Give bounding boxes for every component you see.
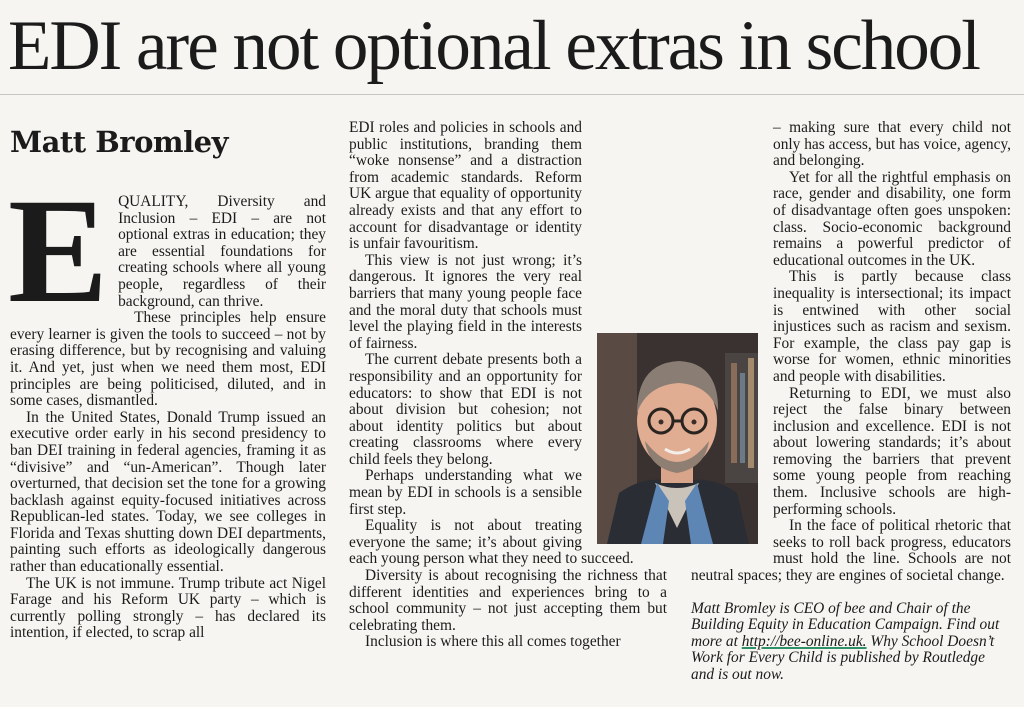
paragraph: EDI roles and policies in schools and public institutions, branding them “woke nonsense” and a distraction from academic standards. Reform UK argue that equality of opportunity already exists and that any effort to account for disadvantage or identity is unfair favouritism. <box>349 119 582 253</box>
drop-cap: E <box>8 168 109 334</box>
author-bio <box>691 601 1011 684</box>
paragraph: Perhaps understanding what we mean by EDI in schools is a sensible first step. <box>349 467 582 518</box>
headline: EDI are not optional extras in school <box>8 7 979 85</box>
paragraph: – making sure that every child not only has access, but has voice, agency, and belonging. <box>773 119 1011 170</box>
bio-link[interactable]: http://bee-online.uk. <box>741 632 867 650</box>
bio-text: Why School Doesn’t Work for Every Child is published by Routledge and is out now. <box>691 632 995 683</box>
paragraph: Returning to EDI, we must also reject the false binary between inclusion and excellence. EDI is not about lowering standards; it’s about removing the barriers that prevent some young people from reaching them. Inclusive schools are high-performing schools. <box>773 384 1011 518</box>
paragraph <box>8 168 326 334</box>
paragraph: The current debate presents both a responsibility and an opportunity for educators: to show that EDI is not about division but cohesion; not about identity politics but about creating classrooms where every child feels they belong. <box>349 351 582 468</box>
paragraph: Equality is not about treating everyone the same; it’s about giving each young person what they need to succeed. <box>349 517 634 568</box>
paragraph: The UK is not immune. Trump tribute act Nigel Farage and his Reform UK party – which is currently polling strongly – has declared its intention, if elected, to scrap all <box>10 574 326 642</box>
paragraph: This view is not just wrong; it’s dangerous. It ignores the very real barriers that many young people face and the moral duty that schools must level the playing field in the interests of fairness. <box>349 251 582 352</box>
byline: Matt Bromley <box>10 125 228 159</box>
paragraph: In the United States, Donald Trump issued an executive order early in his second presidency to ban DEI training in federal agencies, framing it as “divisive” and “un-American”. Though later overturned, that decision set the tone for a growing backlash against equity-focused initiatives across Republican-led states. Today, we see colleges in Florida and Texas shutting down DEI departments, painting such efforts as ideologically dangerous rather than educationally essential. <box>10 408 326 576</box>
paragraph: In the face of political rhetoric that seeks to roll back progress, educators must hold the line. Schools are not neutral spaces; they are engines of societal change. <box>691 517 1011 585</box>
bio-text: Matt Bromley is CEO of bee and Chair of the Building Equity in Education Campaign. Find out more at <box>691 599 1000 650</box>
paragraph: Yet for all the rightful emphasis on race, gender and disability, one form of disadvantage often goes unspoken: class. Socio-economic background remains a powerful predictor of educational outcomes in the UK. <box>773 168 1011 269</box>
paragraph-text: QUALITY, Diversity and Inclusion – EDI – are not optional extras in education; they are essential foundations for creating schools where all young people, regardless of their background, can thrive. <box>118 193 326 310</box>
column-1 <box>8 168 326 642</box>
paragraph: This is partly because class inequality is intersectional; its impact is entwined with other social injustices such as racism and sexism. For example, the class pay gap is worse for women, ethnic minorities and people with disabilities. <box>773 268 1011 385</box>
author-photo <box>597 333 758 544</box>
paragraph: These principles help ensure every learner is given the tools to succeed – not by erasing difference, but by recognising and valuing it. And yet, just when we need them most, EDI principles are being politicised, diluted, and in some cases, dismantled. <box>10 309 326 410</box>
paragraph: Diversity is about recognising the richness that different identities and experiences bring to a school community – not just accepting them but celebrating them. <box>349 567 667 634</box>
paragraph: Inclusion is where this all comes together <box>365 633 621 651</box>
divider <box>0 94 1024 95</box>
